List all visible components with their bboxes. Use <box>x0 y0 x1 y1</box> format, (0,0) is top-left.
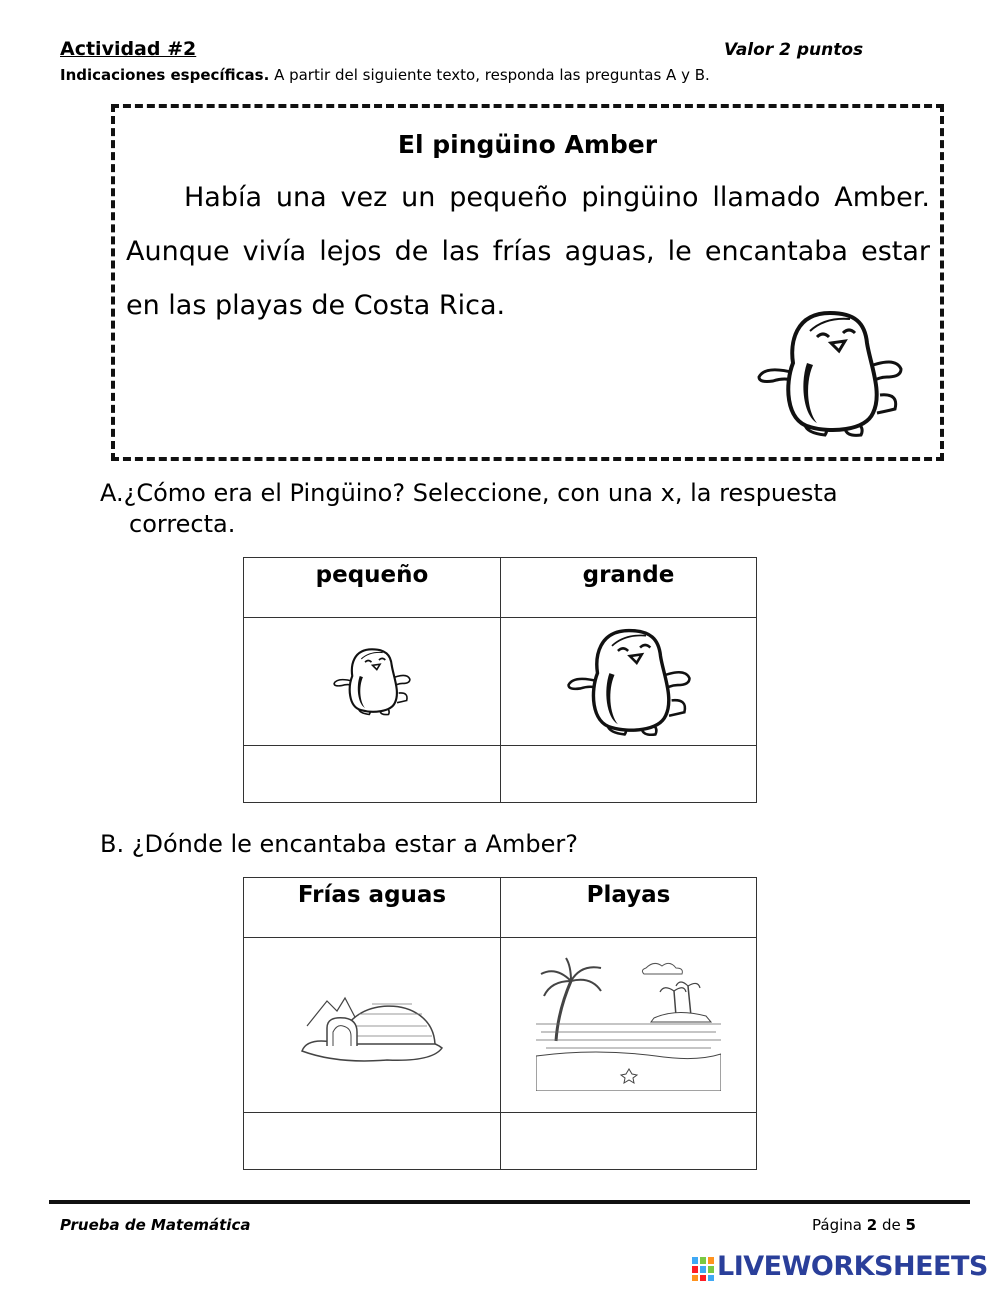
answer-cell-b1[interactable] <box>244 1113 501 1170</box>
page-mid: de <box>877 1216 906 1234</box>
page-prefix: Página <box>812 1216 867 1234</box>
penguin-icon <box>755 303 905 438</box>
question-a-text: ¿Cómo era el Pingüino? Seleccione, con una x, la respuesta correcta. <box>123 479 838 538</box>
instructions-bold: Indicaciones específicas. <box>60 66 270 84</box>
question-a-marker: A. <box>100 479 124 507</box>
activity-title: Actividad #2 <box>60 38 197 60</box>
value-label: Valor 2 puntos <box>724 40 864 60</box>
footer-divider <box>49 1200 970 1204</box>
liveworksheets-logo-text: LIVEWORKSHEETS <box>717 1251 988 1282</box>
story-box <box>111 104 944 461</box>
option-b2-label: Playas <box>501 878 757 938</box>
option-a2-label: grande <box>501 558 757 618</box>
option-b1-label: Frías aguas <box>244 878 501 938</box>
page-total: 5 <box>905 1216 916 1234</box>
answer-table-a <box>243 557 757 803</box>
large-penguin-icon <box>565 622 693 737</box>
option-a1-label: pequeño <box>244 558 501 618</box>
question-a <box>100 478 920 540</box>
answer-cell-b2[interactable] <box>501 1113 757 1170</box>
option-a2-image <box>501 618 757 746</box>
story-title: El pingüino Amber <box>397 130 658 159</box>
story-text: Había una vez un pequeño pingüino llamado Amber. Aunque vivía lejos de las frías aguas, le encantaba estar en las playas de Costa Rica. <box>126 182 930 321</box>
answer-cell-a1[interactable] <box>244 746 501 803</box>
question-b <box>100 829 578 860</box>
igloo-icon <box>297 976 447 1071</box>
option-a1-image <box>244 618 501 746</box>
beach-palm-icon <box>536 956 721 1091</box>
footer-subject: Prueba de Matemática <box>60 1216 251 1234</box>
page-indicator <box>812 1216 916 1234</box>
option-b1-image <box>244 938 501 1113</box>
liveworksheets-logo-icon <box>692 1257 714 1281</box>
question-b-marker: B. <box>100 830 125 858</box>
question-b-text: ¿Dónde le encantaba estar a Amber? <box>131 830 578 858</box>
answer-table-b <box>243 877 757 1170</box>
small-penguin-icon <box>332 644 412 716</box>
instructions <box>60 66 710 84</box>
option-b2-image <box>501 938 757 1113</box>
instructions-text: A partir del siguiente texto, responda las preguntas A y B. <box>269 66 710 84</box>
answer-cell-a2[interactable] <box>501 746 757 803</box>
page-current: 2 <box>866 1216 878 1234</box>
